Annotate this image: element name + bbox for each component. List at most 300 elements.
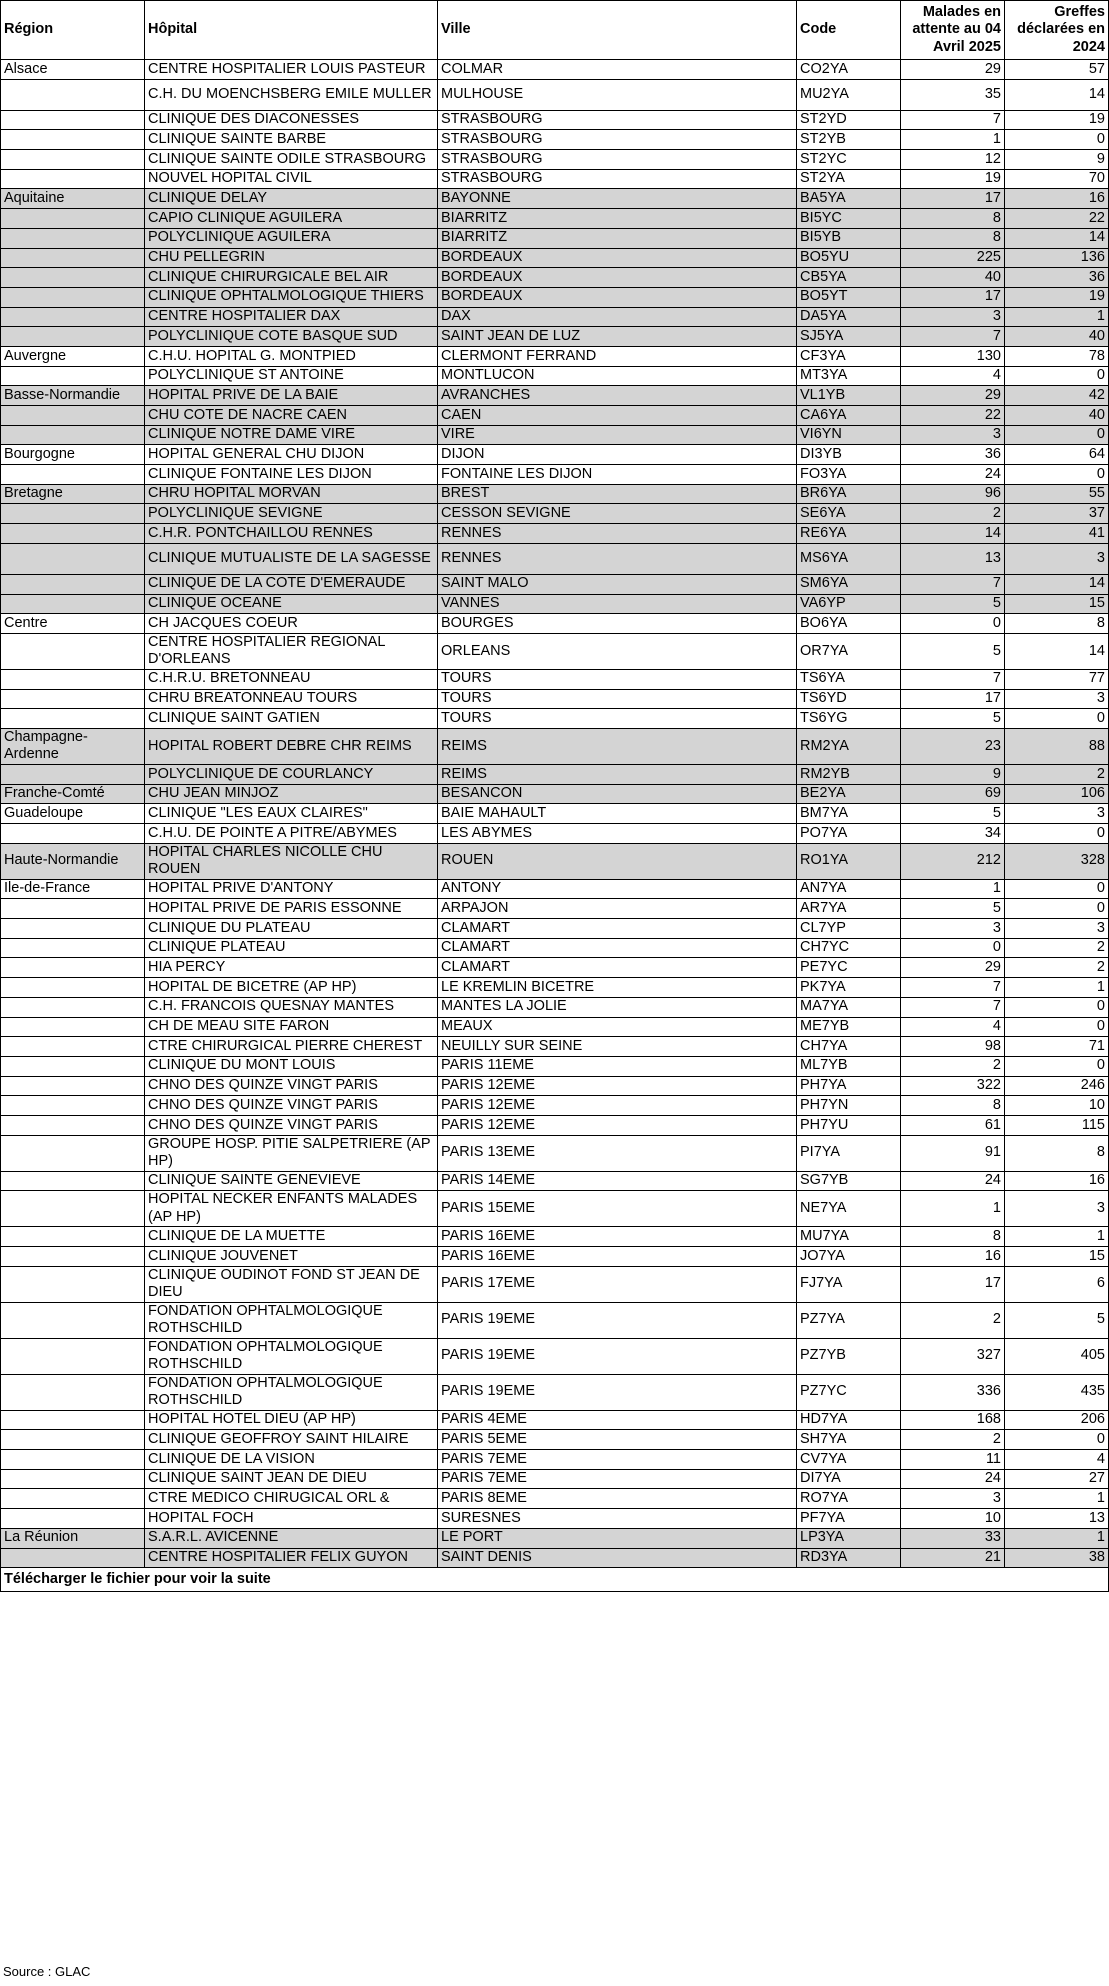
cell-malades: 10 [901,1509,1005,1529]
cell-ville: VIRE [438,425,797,445]
cell-hopital: HOPITAL NECKER ENFANTS MALADES (AP HP) [145,1191,438,1227]
cell-malades: 1 [901,1191,1005,1227]
table-row [1,978,1109,998]
cell-code: CL7YP [797,919,901,939]
cell-ville: MEAUX [438,1017,797,1037]
cell-region [1,1509,145,1529]
cell-ville: REIMS [438,764,797,784]
cell-region [1,110,145,130]
cell-malades: 29 [901,386,1005,406]
cell-ville: SAINT DENIS [438,1548,797,1568]
cell-ville: NEUILLY SUR SEINE [438,1037,797,1057]
cell-greffes: 115 [1005,1115,1109,1135]
cell-malades: 11 [901,1450,1005,1470]
cell-greffes: 16 [1005,189,1109,209]
cell-malades: 8 [901,228,1005,248]
table-row [1,169,1109,189]
cell-region [1,1266,145,1302]
cell-code: RD3YA [797,1548,901,1568]
cell-region [1,1410,145,1430]
cell-malades: 33 [901,1528,1005,1548]
cell-region [1,169,145,189]
header-ville[interactable]: Ville [438,1,797,60]
cell-code: RM2YA [797,728,901,764]
cell-malades: 4 [901,1017,1005,1037]
cell-region [1,824,145,844]
table-row [1,843,1109,879]
cell-hopital: HOPITAL FOCH [145,1509,438,1529]
cell-hopital: CLINIQUE DU PLATEAU [145,919,438,939]
cell-malades: 5 [901,594,1005,614]
cell-region: Alsace [1,60,145,80]
cell-ville: PARIS 16EME [438,1227,797,1247]
cell-hopital: CLINIQUE SAINTE GENEVIEVE [145,1171,438,1191]
cell-region [1,307,145,327]
cell-hopital: CLINIQUE SAINT GATIEN [145,709,438,729]
cell-code: SM6YA [797,574,901,594]
cell-greffes: 1 [1005,1528,1109,1548]
table-row [1,1096,1109,1116]
table-row [1,1430,1109,1450]
cell-hopital: HOPITAL PRIVE DE PARIS ESSONNE [145,899,438,919]
cell-greffes: 15 [1005,594,1109,614]
cell-hopital: C.H. FRANCOIS QUESNAY MANTES [145,997,438,1017]
cell-greffes: 9 [1005,150,1109,170]
cell-hopital: CENTRE HOSPITALIER DAX [145,307,438,327]
table-row [1,1374,1109,1410]
cell-region [1,1489,145,1509]
cell-malades: 21 [901,1548,1005,1568]
cell-malades: 336 [901,1374,1005,1410]
cell-hopital: C.H.R.U. BRETONNEAU [145,669,438,689]
table-row [1,1191,1109,1227]
cell-malades: 24 [901,1171,1005,1191]
cell-hopital: C.H.U. DE POINTE A PITRE/ABYMES [145,824,438,844]
cell-code: DA5YA [797,307,901,327]
cell-greffes: 64 [1005,445,1109,465]
cell-region [1,1227,145,1247]
cell-code: CA6YA [797,406,901,426]
table-row [1,228,1109,248]
cell-greffes: 10 [1005,1096,1109,1116]
cell-code: PI7YA [797,1135,901,1171]
cell-region [1,1548,145,1568]
cell-greffes: 106 [1005,784,1109,804]
table-row [1,504,1109,524]
cell-hopital: CHNO DES QUINZE VINGT PARIS [145,1076,438,1096]
cell-region [1,633,145,669]
table-row [1,386,1109,406]
cell-code: AN7YA [797,879,901,899]
cell-greffes: 40 [1005,406,1109,426]
cell-ville: PARIS 12EME [438,1076,797,1096]
table-row [1,327,1109,347]
table-header-row [1,1,1109,60]
cell-hopital: CLINIQUE PLATEAU [145,938,438,958]
cell-ville: MULHOUSE [438,79,797,110]
cell-ville: CLAMART [438,919,797,939]
cell-code: OR7YA [797,633,901,669]
table-row [1,425,1109,445]
cell-malades: 5 [901,633,1005,669]
cell-ville: PARIS 4EME [438,1410,797,1430]
cell-greffes: 16 [1005,1171,1109,1191]
cell-hopital: CHU JEAN MINJOZ [145,784,438,804]
cell-ville: BAYONNE [438,189,797,209]
cell-greffes: 3 [1005,804,1109,824]
cell-malades: 29 [901,958,1005,978]
cell-hopital: POLYCLINIQUE COTE BASQUE SUD [145,327,438,347]
table-row [1,1017,1109,1037]
cell-ville: SAINT JEAN DE LUZ [438,327,797,347]
cell-code: MU2YA [797,79,901,110]
cell-code: CB5YA [797,268,901,288]
cell-code: BO6YA [797,614,901,634]
cell-hopital: HIA PERCY [145,958,438,978]
cell-code: PH7YA [797,1076,901,1096]
cell-malades: 69 [901,784,1005,804]
cell-hopital: CH DE MEAU SITE FARON [145,1017,438,1037]
table-row [1,1171,1109,1191]
cell-ville: FONTAINE LES DIJON [438,465,797,485]
cell-hopital: CLINIQUE SAINTE BARBE [145,130,438,150]
cell-greffes: 55 [1005,484,1109,504]
cell-ville: PARIS 19EME [438,1374,797,1410]
cell-hopital: C.H.U. HOPITAL G. MONTPIED [145,346,438,366]
cell-malades: 327 [901,1338,1005,1374]
cell-malades: 3 [901,1489,1005,1509]
cell-region: Aquitaine [1,189,145,209]
table-row [1,709,1109,729]
cell-code: MA7YA [797,997,901,1017]
table-row [1,1266,1109,1302]
cell-code: TS6YD [797,689,901,709]
cell-greffes: 88 [1005,728,1109,764]
table-row [1,1056,1109,1076]
cell-region: Centre [1,614,145,634]
cell-hopital: HOPITAL HOTEL DIEU (AP HP) [145,1410,438,1430]
cell-code: PH7YU [797,1115,901,1135]
table-row [1,1548,1109,1568]
table-row [1,594,1109,614]
cell-ville: BIARRITZ [438,228,797,248]
cell-greffes: 70 [1005,169,1109,189]
cell-code: AR7YA [797,899,901,919]
cell-greffes: 0 [1005,130,1109,150]
cell-greffes: 246 [1005,1076,1109,1096]
cell-region [1,574,145,594]
cell-greffes: 15 [1005,1247,1109,1267]
cell-malades: 24 [901,1469,1005,1489]
cell-malades: 9 [901,764,1005,784]
cell-hopital: HOPITAL CHARLES NICOLLE CHU ROUEN [145,843,438,879]
cell-code: CO2YA [797,60,901,80]
table-row [1,899,1109,919]
cell-code: TS6YG [797,709,901,729]
table-row [1,130,1109,150]
cell-ville: STRASBOURG [438,169,797,189]
cell-ville: REIMS [438,728,797,764]
cell-ville: ANTONY [438,879,797,899]
cell-malades: 7 [901,574,1005,594]
cell-greffes: 14 [1005,633,1109,669]
cell-hopital: CTRE CHIRURGICAL PIERRE CHEREST [145,1037,438,1057]
cell-code: SE6YA [797,504,901,524]
cell-ville: PARIS 11EME [438,1056,797,1076]
cell-code: FO3YA [797,465,901,485]
cell-greffes: 1 [1005,1227,1109,1247]
cell-ville: SURESNES [438,1509,797,1529]
footer-row [1,1568,1109,1592]
cell-ville: PARIS 14EME [438,1171,797,1191]
header-region[interactable]: Région [1,1,145,60]
cell-greffes: 0 [1005,879,1109,899]
table-row [1,484,1109,504]
cell-hopital: CLINIQUE SAINTE ODILE STRASBOURG [145,150,438,170]
cell-code: ML7YB [797,1056,901,1076]
table-row [1,824,1109,844]
cell-malades: 3 [901,307,1005,327]
cell-hopital: HOPITAL ROBERT DEBRE CHR REIMS [145,728,438,764]
cell-malades: 14 [901,524,1005,544]
cell-hopital: CLINIQUE "LES EAUX CLAIRES" [145,804,438,824]
cell-code: PH7YN [797,1096,901,1116]
cell-greffes: 328 [1005,843,1109,879]
table-row [1,1469,1109,1489]
cell-greffes: 8 [1005,1135,1109,1171]
cell-ville: BAIE MAHAULT [438,804,797,824]
cell-code: DI3YB [797,445,901,465]
cell-hopital: FONDATION OPHTALMOLOGIQUE ROTHSCHILD [145,1374,438,1410]
cell-region [1,1302,145,1338]
table-row [1,209,1109,229]
cell-hopital: CLINIQUE GEOFFROY SAINT HILAIRE [145,1430,438,1450]
cell-region [1,524,145,544]
table-row [1,406,1109,426]
cell-malades: 98 [901,1037,1005,1057]
cell-code: CF3YA [797,346,901,366]
cell-ville: BIARRITZ [438,209,797,229]
cell-greffes: 38 [1005,1548,1109,1568]
cell-malades: 23 [901,728,1005,764]
cell-ville: PARIS 7EME [438,1450,797,1470]
cell-greffes: 0 [1005,1017,1109,1037]
cell-code: BM7YA [797,804,901,824]
cell-hopital: CH JACQUES COEUR [145,614,438,634]
cell-hopital: C.H. DU MOENCHSBERG EMILE MULLER [145,79,438,110]
cell-region [1,689,145,709]
cell-region: Haute-Normandie [1,843,145,879]
cell-greffes: 22 [1005,209,1109,229]
cell-hopital: HOPITAL PRIVE DE LA BAIE [145,386,438,406]
cell-region [1,1247,145,1267]
cell-ville: MANTES LA JOLIE [438,997,797,1017]
cell-greffes: 0 [1005,465,1109,485]
cell-ville: BORDEAUX [438,248,797,268]
cell-hopital: CLINIQUE MUTUALISTE DE LA SAGESSE [145,543,438,574]
cell-ville: CLAMART [438,958,797,978]
cell-hopital: FONDATION OPHTALMOLOGIQUE ROTHSCHILD [145,1338,438,1374]
cell-malades: 8 [901,1227,1005,1247]
cell-ville: LE KREMLIN BICETRE [438,978,797,998]
cell-hopital: CLINIQUE CHIRURGICALE BEL AIR [145,268,438,288]
cell-code: ST2YB [797,130,901,150]
cell-hopital: POLYCLINIQUE AGUILERA [145,228,438,248]
table-row [1,465,1109,485]
cell-region [1,709,145,729]
cell-code: SG7YB [797,1171,901,1191]
table-row [1,110,1109,130]
cell-hopital: HOPITAL DE BICETRE (AP HP) [145,978,438,998]
table-row [1,1302,1109,1338]
cell-hopital: CLINIQUE DELAY [145,189,438,209]
cell-malades: 12 [901,150,1005,170]
cell-hopital: CHRU HOPITAL MORVAN [145,484,438,504]
cell-code: JO7YA [797,1247,901,1267]
cell-region [1,919,145,939]
cell-greffes: 2 [1005,764,1109,784]
cell-malades: 17 [901,189,1005,209]
header-code[interactable]: Code [797,1,901,60]
cell-ville: PARIS 12EME [438,1096,797,1116]
table-row [1,1227,1109,1247]
cell-code: RM2YB [797,764,901,784]
header-greffes[interactable]: Greffes déclarées en 2024 [1005,1,1109,60]
cell-greffes: 41 [1005,524,1109,544]
cell-region [1,1135,145,1171]
cell-region [1,1017,145,1037]
cell-code: BI5YB [797,228,901,248]
cell-ville: TOURS [438,669,797,689]
cell-greffes: 0 [1005,366,1109,386]
cell-region [1,504,145,524]
cell-region: Champagne-Ardenne [1,728,145,764]
cell-malades: 17 [901,1266,1005,1302]
cell-greffes: 0 [1005,899,1109,919]
cell-region [1,150,145,170]
table-row [1,60,1109,80]
cell-hopital: POLYCLINIQUE ST ANTOINE [145,366,438,386]
table-row [1,879,1109,899]
cell-malades: 130 [901,346,1005,366]
cell-malades: 7 [901,110,1005,130]
cell-greffes: 0 [1005,709,1109,729]
cell-ville: TOURS [438,689,797,709]
header-malades[interactable]: Malades en attente au 04 Avril 2025 [901,1,1005,60]
download-link[interactable]: Télécharger le fichier pour voir la suite [1,1568,1109,1592]
cell-region [1,268,145,288]
cell-greffes: 42 [1005,386,1109,406]
cell-region: La Réunion [1,1528,145,1548]
cell-malades: 2 [901,504,1005,524]
cell-region: Bourgogne [1,445,145,465]
cell-malades: 29 [901,60,1005,80]
cell-ville: PARIS 12EME [438,1115,797,1135]
cell-malades: 40 [901,268,1005,288]
cell-hopital: HOPITAL GENERAL CHU DIJON [145,445,438,465]
cell-greffes: 6 [1005,1266,1109,1302]
cell-ville: STRASBOURG [438,150,797,170]
cell-greffes: 0 [1005,997,1109,1017]
cell-region [1,1115,145,1135]
cell-region [1,899,145,919]
cell-ville: ROUEN [438,843,797,879]
table-row [1,268,1109,288]
table-row [1,689,1109,709]
cell-code: PZ7YC [797,1374,901,1410]
cell-greffes: 77 [1005,669,1109,689]
cell-malades: 36 [901,445,1005,465]
cell-malades: 34 [901,824,1005,844]
cell-ville: ORLEANS [438,633,797,669]
cell-malades: 22 [901,406,1005,426]
table-row [1,543,1109,574]
cell-hopital: CLINIQUE DU MONT LOUIS [145,1056,438,1076]
table-row [1,1115,1109,1135]
cell-code: VL1YB [797,386,901,406]
cell-ville: BOURGES [438,614,797,634]
table-row [1,1247,1109,1267]
table-row [1,524,1109,544]
cell-code: PO7YA [797,824,901,844]
table-row [1,307,1109,327]
header-hopital[interactable]: Hôpital [145,1,438,60]
cell-hopital: CENTRE HOSPITALIER FELIX GUYON [145,1548,438,1568]
table-row [1,248,1109,268]
table-row [1,189,1109,209]
cell-hopital: CHRU BREATONNEAU TOURS [145,689,438,709]
cell-code: BR6YA [797,484,901,504]
cell-code: ME7YB [797,1017,901,1037]
cell-ville: PARIS 16EME [438,1247,797,1267]
cell-hopital: CENTRE HOSPITALIER LOUIS PASTEUR [145,60,438,80]
cell-malades: 5 [901,804,1005,824]
cell-greffes: 19 [1005,287,1109,307]
cell-code: VI6YN [797,425,901,445]
cell-greffes: 206 [1005,1410,1109,1430]
cell-code: PE7YC [797,958,901,978]
cell-greffes: 3 [1005,689,1109,709]
cell-region [1,287,145,307]
cell-greffes: 3 [1005,543,1109,574]
cell-region [1,248,145,268]
cell-hopital: HOPITAL PRIVE D'ANTONY [145,879,438,899]
table-row [1,1509,1109,1529]
table-row [1,346,1109,366]
cell-malades: 0 [901,938,1005,958]
cell-code: ST2YA [797,169,901,189]
cell-region [1,1374,145,1410]
cell-code: VA6YP [797,594,901,614]
cell-code: PZ7YB [797,1338,901,1374]
cell-code: BA5YA [797,189,901,209]
cell-hopital: CLINIQUE DE LA COTE D'EMERAUDE [145,574,438,594]
cell-ville: PARIS 15EME [438,1191,797,1227]
cell-greffes: 2 [1005,938,1109,958]
cell-code: LP3YA [797,1528,901,1548]
cell-malades: 3 [901,425,1005,445]
cell-code: MU7YA [797,1227,901,1247]
table-row [1,804,1109,824]
cell-greffes: 36 [1005,268,1109,288]
table-row [1,997,1109,1017]
cell-malades: 2 [901,1430,1005,1450]
cell-hopital: CLINIQUE DE LA MUETTE [145,1227,438,1247]
table-row [1,1410,1109,1430]
cell-ville: TOURS [438,709,797,729]
cell-malades: 8 [901,209,1005,229]
cell-ville: CLAMART [438,938,797,958]
